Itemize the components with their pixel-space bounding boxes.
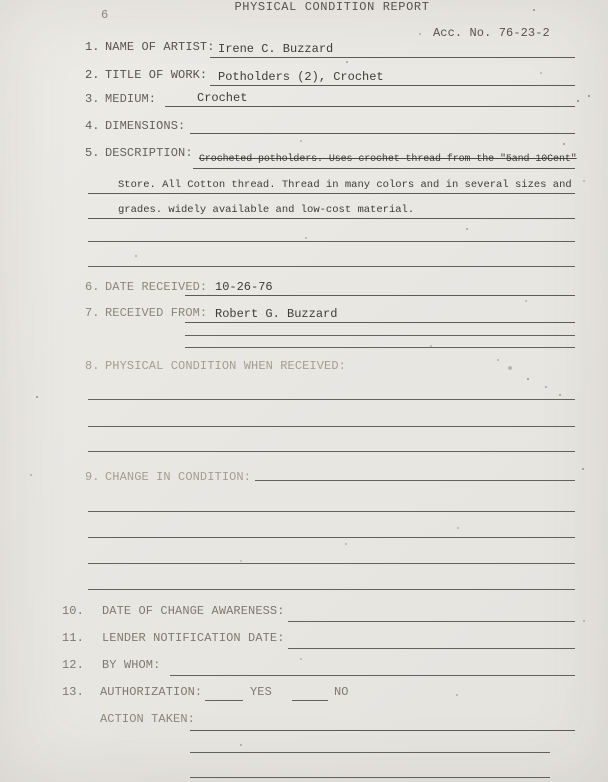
field-label-change-in-condition: CHANGE IN CONDITION:: [105, 470, 252, 484]
field-number-5: 5.: [85, 146, 100, 160]
field-number-10: 10.: [62, 604, 84, 618]
description-line-2: [88, 176, 575, 194]
description-line-1: [193, 151, 575, 169]
field-number-13: 13.: [62, 685, 84, 699]
authorization-no-line: [292, 700, 328, 701]
blank-line: [88, 266, 575, 267]
field-label-authorization: AUTHORIZATION:: [100, 685, 203, 699]
blank-line: [88, 589, 575, 590]
accession-number: Acc. No. 76-23-2: [433, 26, 550, 40]
medium-value: Crochet: [197, 91, 248, 105]
field-label-description: DESCRIPTION:: [105, 146, 193, 160]
field-label-action-taken: ACTION TAKEN:: [100, 712, 195, 726]
received-from-line: [185, 305, 575, 323]
field-label-condition-received: PHYSICAL CONDITION WHEN RECEIVED:: [105, 359, 346, 373]
field-label-title-of-work: TITLE OF WORK:: [105, 68, 208, 82]
field-label-lender-notification: LENDER NOTIFICATION DATE:: [102, 631, 285, 645]
field-number-8: 8.: [85, 359, 100, 373]
medium-line: [165, 89, 575, 107]
received-from-value: Robert G. Buzzard: [215, 307, 338, 321]
blank-line: [88, 241, 575, 242]
authorization-yes-label: YES: [250, 685, 272, 699]
blank-line: [185, 347, 575, 348]
blank-line: [88, 426, 575, 427]
field-label-name-of-artist: NAME OF ARTIST:: [105, 40, 215, 54]
change-awareness-line: [288, 621, 575, 622]
name-of-artist-value: Irene C. Buzzard: [218, 42, 334, 56]
field-label-change-awareness: DATE OF CHANGE AWARENESS:: [102, 604, 285, 618]
dimensions-line: [190, 116, 575, 134]
blank-line: [88, 399, 575, 400]
form-title: PHYSICAL CONDITION REPORT: [234, 0, 430, 14]
field-label-dimensions: DIMENSIONS:: [105, 119, 186, 133]
authorization-yes-line: [205, 700, 243, 701]
description-line-3: [88, 201, 575, 219]
title-of-work-line: [210, 68, 575, 86]
field-number-12: 12.: [62, 658, 84, 672]
blank-line: [88, 537, 575, 538]
field-number-7: 7.: [85, 306, 100, 320]
by-whom-line: [170, 675, 575, 676]
date-received-line: [185, 278, 575, 296]
blank-line: [88, 563, 575, 564]
field-label-by-whom: BY WHOM:: [102, 658, 161, 672]
blank-line: [190, 752, 550, 753]
corner-mark: 6: [101, 8, 109, 22]
field-number-2: 2.: [85, 68, 100, 82]
field-label-medium: MEDIUM:: [105, 92, 157, 106]
authorization-no-label: NO: [334, 685, 349, 699]
field-number-9: 9.: [85, 470, 100, 484]
title-of-work-value: Potholders (2), Crochet: [218, 70, 384, 84]
field-number-11: 11.: [62, 631, 84, 645]
field-label-date-received: DATE RECEIVED:: [105, 280, 208, 294]
description-text: grades. widely available and low-cost material.: [118, 204, 415, 216]
blank-line: [88, 511, 575, 512]
description-text-struck: Crocheted potholders. Uses crochet thread from the "5and 10Cent": [199, 154, 577, 165]
description-text: Store. All Cotton thread. Thread in many colors and in several sizes and: [118, 179, 572, 191]
field-number-3: 3.: [85, 92, 100, 106]
blank-line: [88, 451, 575, 452]
lender-notification-line: [288, 648, 575, 649]
change-in-condition-line: [255, 480, 575, 481]
field-number-6: 6.: [85, 280, 100, 294]
name-of-artist-line: [210, 40, 575, 58]
field-number-1: 1.: [85, 40, 100, 54]
action-taken-line: [190, 713, 575, 731]
date-received-value: 10-26-76: [215, 280, 273, 294]
field-number-4: 4.: [85, 119, 100, 133]
blank-line: [185, 335, 575, 336]
field-label-received-from: RECEIVED FROM:: [105, 306, 208, 320]
blank-line: [190, 777, 550, 778]
